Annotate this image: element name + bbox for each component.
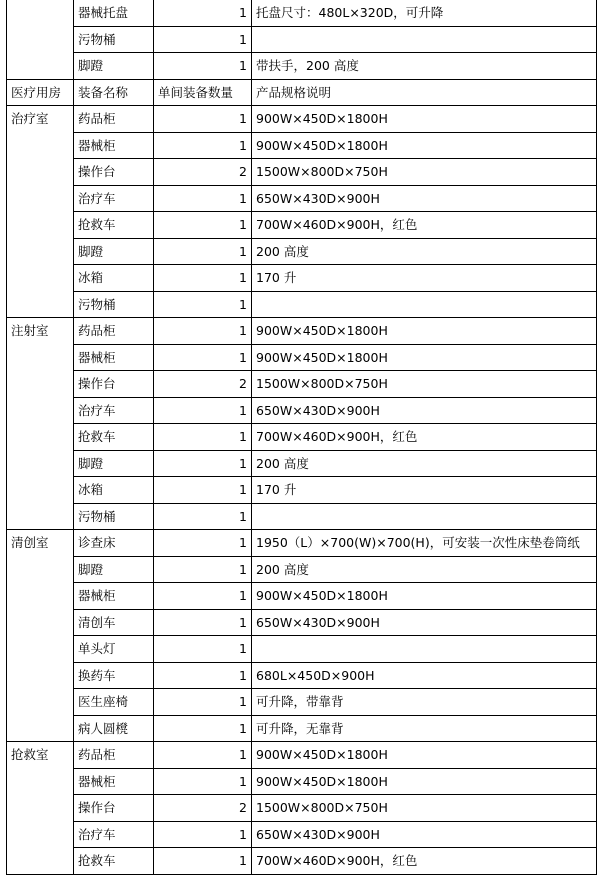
quantity-cell: 1 [154,715,252,742]
quantity-cell: 2 [154,159,252,186]
spec-cell: 700W×460D×900H，红色 [252,212,597,239]
quantity-cell: 1 [154,503,252,530]
quantity-cell: 1 [154,185,252,212]
spec-cell: 900W×450D×1800H [252,132,597,159]
table-row [7,715,597,742]
table-row [7,265,597,292]
quantity-cell: 1 [154,26,252,53]
table-row [7,503,597,530]
room-cell: 注射室 [7,318,74,530]
spec-cell: 200 高度 [252,450,597,477]
equipment-name-cell: 药品柜 [74,106,154,133]
header-room: 医疗用房 [7,79,74,106]
spec-cell: 700W×460D×900H，红色 [252,424,597,451]
spec-cell [252,26,597,53]
spec-cell: 900W×450D×1800H [252,106,597,133]
spec-cell: 1500W×800D×750H [252,795,597,822]
table-row [7,556,597,583]
table-row [7,106,597,133]
table-row [7,768,597,795]
equipment-table [6,0,597,875]
table-row [7,291,597,318]
table-row [7,159,597,186]
spec-cell: 900W×450D×1800H [252,768,597,795]
quantity-cell: 1 [154,344,252,371]
spec-cell: 900W×450D×1800H [252,318,597,345]
quantity-cell: 1 [154,132,252,159]
spec-cell: 托盘尺寸：480L×320D，可升降 [252,0,597,26]
table-row [7,212,597,239]
table-row [7,583,597,610]
equipment-name-cell: 抢救车 [74,424,154,451]
table-row [7,397,597,424]
spec-cell [252,636,597,663]
equipment-name-cell: 脚蹬 [74,556,154,583]
quantity-cell: 1 [154,318,252,345]
quantity-cell: 1 [154,609,252,636]
quantity-cell: 1 [154,0,252,26]
spec-cell: 650W×430D×900H [252,609,597,636]
table-row [7,662,597,689]
equipment-name-cell: 治疗车 [74,821,154,848]
equipment-name-cell: 污物桶 [74,291,154,318]
equipment-name-cell: 器械托盘 [74,0,154,26]
spec-cell: 170 升 [252,477,597,504]
table-row [7,371,597,398]
equipment-name-cell: 药品柜 [74,318,154,345]
spec-cell: 带扶手，200 高度 [252,53,597,80]
table-row [7,0,597,26]
equipment-name-cell: 器械柜 [74,583,154,610]
quantity-cell: 1 [154,212,252,239]
quantity-cell: 1 [154,450,252,477]
equipment-name-cell: 脚蹬 [74,53,154,80]
quantity-cell: 1 [154,742,252,769]
header-name: 装备名称 [74,79,154,106]
quantity-cell: 1 [154,821,252,848]
quantity-cell: 1 [154,583,252,610]
equipment-name-cell: 器械柜 [74,132,154,159]
spec-cell [252,291,597,318]
equipment-name-cell: 医生座椅 [74,689,154,716]
spec-cell: 1500W×800D×750H [252,159,597,186]
equipment-name-cell: 药品柜 [74,742,154,769]
quantity-cell: 1 [154,106,252,133]
equipment-name-cell: 冰箱 [74,477,154,504]
equipment-name-cell: 诊查床 [74,530,154,557]
table-row [7,26,597,53]
table-row [7,185,597,212]
table-row [7,530,597,557]
equipment-name-cell: 器械柜 [74,768,154,795]
table-row [7,53,597,80]
room-cell: 治疗室 [7,106,74,318]
spec-cell: 650W×430D×900H [252,821,597,848]
header-row [7,79,597,106]
table-row [7,821,597,848]
room-cell: 抢救室 [7,742,74,875]
table-row [7,795,597,822]
equipment-name-cell: 抢救车 [74,212,154,239]
equipment-name-cell: 污物桶 [74,26,154,53]
table-row [7,344,597,371]
spec-cell: 680L×450D×900H [252,662,597,689]
equipment-name-cell: 操作台 [74,795,154,822]
quantity-cell: 1 [154,530,252,557]
table-row [7,424,597,451]
table-row [7,318,597,345]
equipment-name-cell: 冰箱 [74,265,154,292]
table-row [7,636,597,663]
quantity-cell: 1 [154,689,252,716]
quantity-cell: 1 [154,424,252,451]
equipment-name-cell: 操作台 [74,371,154,398]
header-spec: 产品规格说明 [252,79,597,106]
equipment-name-cell: 换药车 [74,662,154,689]
spec-cell: 900W×450D×1800H [252,583,597,610]
spec-cell: 700W×460D×900H，红色 [252,848,597,875]
quantity-cell: 1 [154,53,252,80]
equipment-name-cell: 操作台 [74,159,154,186]
quantity-cell: 1 [154,238,252,265]
quantity-cell: 1 [154,291,252,318]
quantity-cell: 1 [154,265,252,292]
quantity-cell: 1 [154,477,252,504]
table-row [7,238,597,265]
table-row [7,132,597,159]
equipment-name-cell: 单头灯 [74,636,154,663]
quantity-cell: 2 [154,371,252,398]
equipment-name-cell: 抢救车 [74,848,154,875]
table-row [7,609,597,636]
equipment-name-cell: 脚蹬 [74,238,154,265]
quantity-cell: 1 [154,636,252,663]
table-row [7,450,597,477]
spec-cell: 可升降，带靠背 [252,689,597,716]
spec-cell: 1500W×800D×750H [252,371,597,398]
quantity-cell: 1 [154,768,252,795]
spec-cell: 900W×450D×1800H [252,742,597,769]
equipment-name-cell: 脚蹬 [74,450,154,477]
spec-cell: 200 高度 [252,556,597,583]
table-row [7,477,597,504]
equipment-name-cell: 污物桶 [74,503,154,530]
quantity-cell: 1 [154,397,252,424]
spec-cell: 170 升 [252,265,597,292]
quantity-cell: 1 [154,848,252,875]
equipment-name-cell: 器械柜 [74,344,154,371]
spec-cell: 650W×430D×900H [252,397,597,424]
spec-cell: 200 高度 [252,238,597,265]
quantity-cell: 1 [154,662,252,689]
spec-cell: 可升降，无靠背 [252,715,597,742]
equipment-name-cell: 治疗车 [74,185,154,212]
equipment-name-cell: 治疗车 [74,397,154,424]
table-row [7,848,597,875]
quantity-cell: 1 [154,556,252,583]
spec-cell: 900W×450D×1800H [252,344,597,371]
spec-cell: 1950（L）×700(W)×700(H)，可安装一次性床垫卷筒纸 [252,530,597,557]
header-qty: 单间装备数量 [154,79,252,106]
table-row [7,742,597,769]
room-cell: 清创室 [7,530,74,742]
spec-cell: 650W×430D×900H [252,185,597,212]
table-row [7,689,597,716]
equipment-name-cell: 清创车 [74,609,154,636]
equipment-name-cell: 病人圆櫈 [74,715,154,742]
room-cell-continued [7,0,74,79]
spec-cell [252,503,597,530]
quantity-cell: 2 [154,795,252,822]
